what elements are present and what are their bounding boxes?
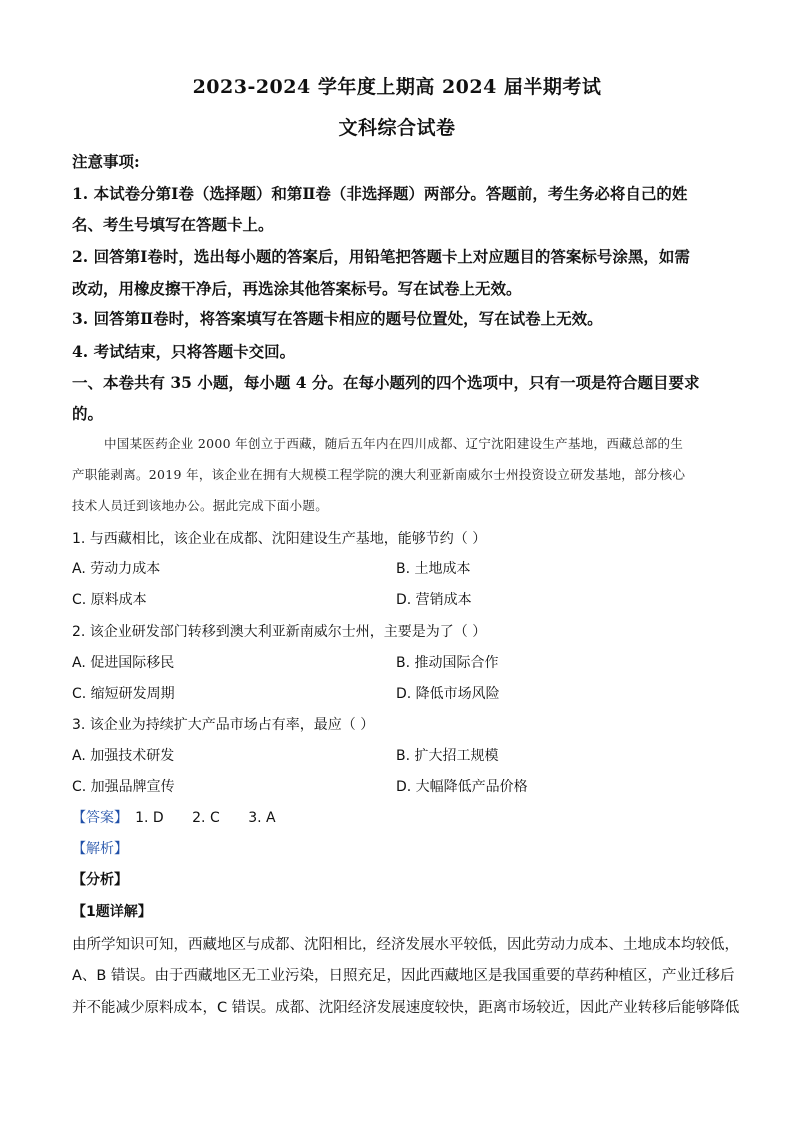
notice-item-2-line-2: 改动，用橡皮擦干净后，再选涂其他答案标号。写在试卷上无效。 — [72, 279, 522, 298]
explanation-line-1: 由所学知识可知，西藏地区与成都、沈阳相比，经济发展水平较低，因此劳动力成本、土地成本均较低， — [72, 937, 739, 953]
question-3-option-d: D. 大幅降低产品价格 — [396, 779, 528, 795]
answer-2: 2. C — [192, 810, 220, 826]
section-heading-line-1: 一、本卷共有 35 小题，每小题 4 分。在每小题列的四个选项中，只有一项是符合题目要求 — [72, 373, 700, 392]
passage-line-3: 技术人员迁到该地办公。据此完成下面小题。 — [72, 498, 329, 513]
passage-line-1: 中国某医药企业 2000 年创立于西藏，随后五年内在四川成都、辽宁沈阳建设生产基地，西藏总部的生 — [104, 436, 684, 451]
exam-subtitle: 文科综合试卷 — [338, 117, 456, 139]
question-3-option-a: A. 加强技术研发 — [72, 748, 175, 764]
detail-1-label: 【1题详解】 — [72, 904, 152, 920]
answer-label: 【答案】 — [72, 810, 128, 826]
notice-item-2-line-1: 2. 回答第Ⅰ卷时，选出每小题的答案后，用铅笔把答题卡上对应题目的答案标号涂黑，如需 — [72, 247, 690, 266]
fenxi-label: 【分析】 — [72, 872, 128, 888]
notice-item-1-line-1: 1. 本试卷分第Ⅰ卷（选择题）和第Ⅱ卷（非选择题）两部分。答题前，考生务必将自己的姓 — [72, 184, 688, 203]
exam-title: 2023-2024 学年度上期高 2024 届半期考试 — [192, 76, 602, 98]
question-3-option-c: C. 加强品牌宣传 — [72, 779, 175, 795]
answer-values — [135, 810, 299, 826]
question-3-option-b: B. 扩大招工规模 — [396, 748, 499, 764]
question-1-option-a: A. 劳动力成本 — [72, 561, 161, 577]
explanation-line-2: A、B 错误。由于西藏地区无工业污染，日照充足，因此西藏地区是我国重要的草药种植区，产业迁移后 — [72, 968, 735, 984]
analysis-label: 【解析】 — [72, 841, 128, 857]
notice-heading: 注意事项: — [72, 152, 140, 171]
question-2-option-c: C. 缩短研发周期 — [72, 686, 175, 702]
passage-line-2: 产职能剥离。2019 年，该企业在拥有大规模工程学院的澳大利亚新南威尔士州投资设立研发基地，部分核心 — [72, 467, 686, 482]
question-1-option-c: C. 原料成本 — [72, 592, 147, 608]
question-2-option-a: A. 促进国际移民 — [72, 655, 175, 671]
answer-3: 3. A — [248, 810, 276, 826]
notice-item-3: 3. 回答第Ⅱ卷时，将答案填写在答题卡相应的题号位置处，写在试卷上无效。 — [72, 309, 603, 328]
question-3-stem: 3. 该企业为持续扩大产品市场占有率，最应（ ） — [72, 717, 375, 733]
question-2-stem: 2. 该企业研发部门转移到澳大利亚新南威尔士州，主要是为了（ ） — [72, 624, 487, 640]
explanation-line-3: 并不能减少原料成本，C 错误。成都、沈阳经济发展速度较快，距离市场较近，因此产业转移后能够降低 — [72, 1000, 740, 1016]
question-1-stem: 1. 与西藏相比，该企业在成都、沈阳建设生产基地，能够节约（ ） — [72, 531, 487, 547]
question-1-option-d: D. 营销成本 — [396, 592, 472, 608]
notice-item-1-line-2: 名、考生号填写在答题卡上。 — [72, 215, 274, 234]
notice-item-4: 4. 考试结束，只将答题卡交回。 — [72, 342, 296, 361]
question-1-option-b: B. 土地成本 — [396, 561, 471, 577]
question-2-option-d: D. 降低市场风险 — [396, 686, 500, 702]
answer-row — [72, 807, 300, 827]
section-heading-line-2: 的。 — [72, 404, 104, 423]
question-2-option-b: B. 推动国际合作 — [396, 655, 499, 671]
answer-1: 1. D — [135, 810, 164, 826]
